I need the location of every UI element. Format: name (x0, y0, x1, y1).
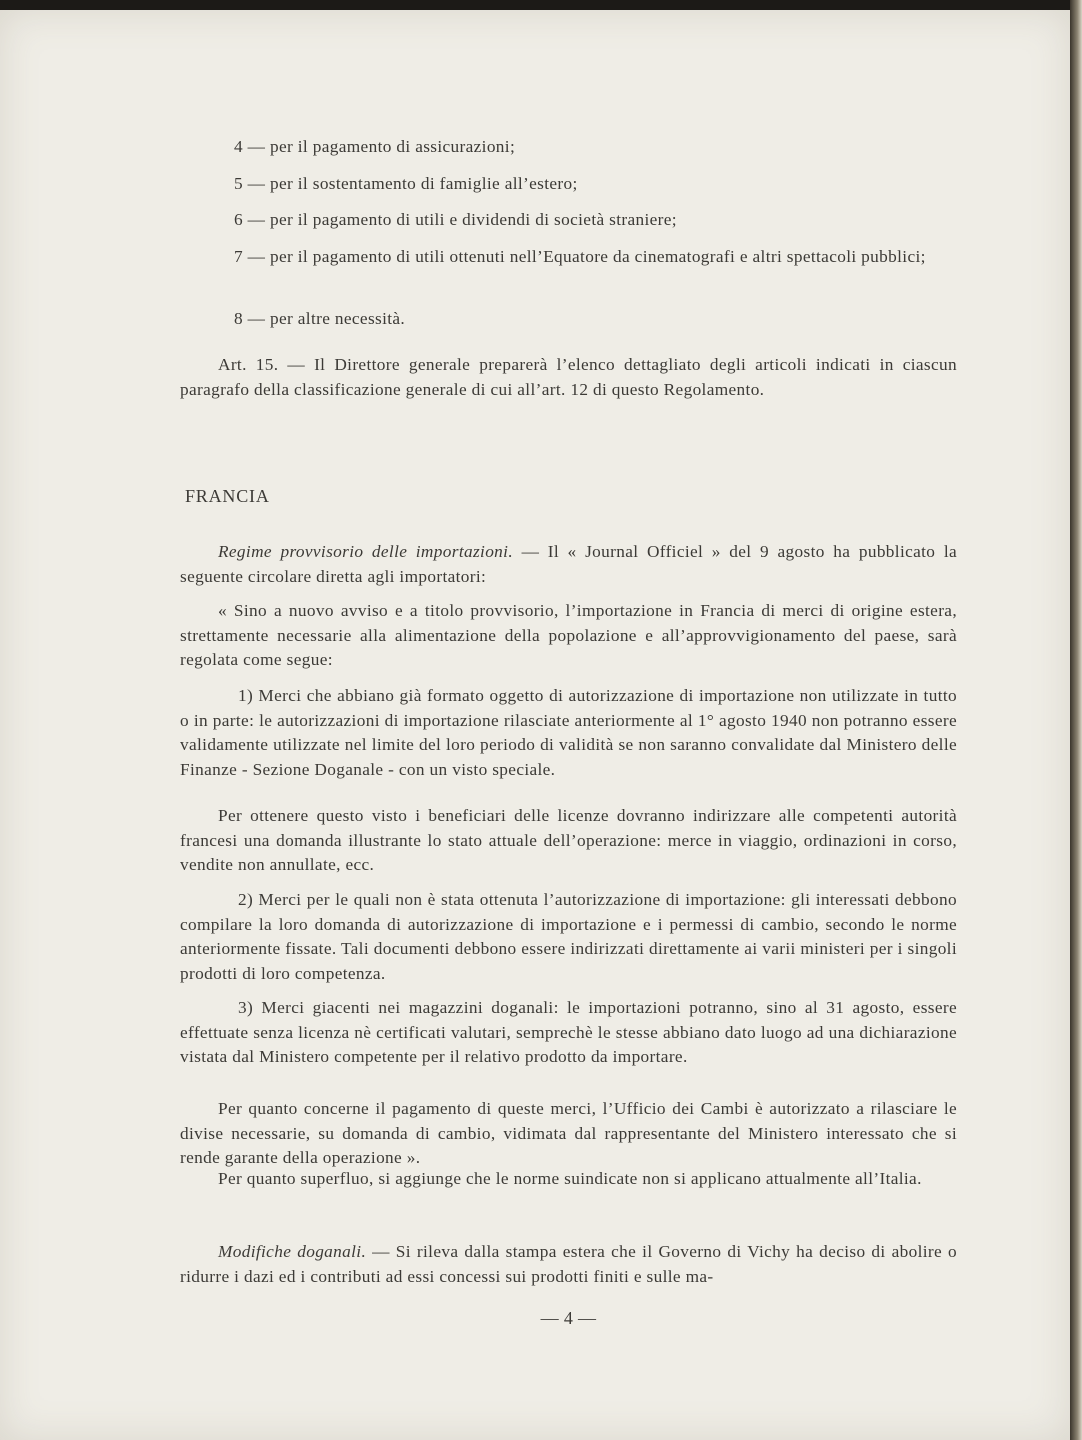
list-item (180, 208, 957, 233)
page-number: — 4 — (540, 1308, 597, 1328)
list-text: per altre necessità. (269, 309, 406, 328)
list-text: per il pagamento di utili e dividendi di società straniere; (269, 210, 677, 229)
list-dash: — (247, 210, 266, 229)
regime-paragraph (180, 540, 957, 589)
list-text: per il pagamento di assicurazioni; (269, 137, 516, 156)
list-dash: — (247, 247, 266, 266)
payment-paragraph: Per quanto concerne il pagamento di queste merci, l’Ufficio dei Cambi è autorizzato a rilasciare le divise necessarie, su domanda di cambio, vidimata dal rappresentante del Ministero interessato che si rende garante della operazione ». (180, 1099, 957, 1167)
modifiche-text: — Si rileva dalla stampa estera che il Governo di Vichy ha deciso di abolire o ridurre i dazi ed i contributi ad essi concessi sui prodotti finiti e sulle ma- (180, 1242, 958, 1286)
superfluo-paragraph: Per quanto superfluo, si aggiunge che le norme suindicate non si applicano attualmente all’Italia. (218, 1169, 922, 1188)
list-number: 7 (234, 247, 243, 266)
quote-intro-paragraph: « Sino a nuovo avviso e a titolo provvisorio, l’importazione in Francia di merci di origine estera, strettamente necessarie alla alimentazione della popolazione e all’approvvigionamento del paese, sarà regolata come segue: (180, 601, 957, 669)
list-item (180, 307, 957, 332)
modifiche-heading: Modifiche doganali. (218, 1242, 367, 1261)
list-text: per il sostentamento di famiglie all’estero; (269, 174, 578, 193)
list-number: 6 (234, 210, 243, 229)
list-dash: — (247, 137, 266, 156)
list-number: 8 (234, 309, 243, 328)
page-edge (1070, 0, 1082, 1440)
article-15-paragraph: Art. 15. — Il Direttore generale preparerà l’elenco dettagliato degli articoli indicati in ciascun paragrafo della classificazione generale di cui all’art. 12 di questo Regolamento. (180, 355, 957, 399)
list-text: per il pagamento di utili ottenuti nell’Equatore da cinematografi e altri spettacoli pubblici; (269, 247, 926, 266)
regime-heading: Regime provvisorio delle importazioni. (218, 542, 513, 561)
point-2-paragraph: 2) Merci per le quali non è stata ottenuta l’autorizzazione di importazione: gli interessati debbono compilare la loro domanda di autorizzazione di importazione e i permessi di cambio, secondo le norme anteriormente fissate. Tali documenti debbono essere indirizzati direttamente ai varii ministeri per i singoli prodotti di loro competenza. (180, 890, 957, 983)
modifiche-paragraph (180, 1240, 957, 1289)
point-1b-paragraph: Per ottenere questo visto i beneficiari delle licenze dovranno indirizzare alle competenti autorità francesi una domanda illustrante lo stato attuale dell’operazione: merce in viaggio, ordinazioni in corso, vendite non annullate, ecc. (180, 806, 957, 874)
point-3-paragraph: 3) Merci giacenti nei magazzini doganali: le importazioni potranno, sino al 31 agosto, essere effettuate senza licenza nè certificati valutari, semprechè le stesse abbiano dato luogo ad una dichiarazione vistata dal Ministero competente per il relativo prodotto da importare. (180, 998, 957, 1066)
regime-text: — Il « Journal Officiel » del 9 agosto ha pubblicato la seguente circolare diretta agli importatori: (180, 542, 957, 586)
list-item (180, 172, 957, 197)
list-item (180, 245, 957, 270)
list-number: 5 (234, 174, 243, 193)
list-dash: — (247, 309, 266, 328)
section-title: FRANCIA (185, 486, 270, 506)
list-item (180, 135, 957, 160)
list-number: 4 (234, 137, 243, 156)
list-dash: — (247, 174, 266, 193)
point-1-paragraph: 1) Merci che abbiano già formato oggetto di autorizzazione di importazione non utilizzate in tutto o in parte: le autorizzazioni di importazione rilasciate anteriormente al 1° agosto 1940 non potranno essere validamente utilizzate nel limite del loro periodo di validità se non saranno convalidate dal Ministero delle Finanze - Sezione Doganale - con un visto speciale. (180, 686, 957, 779)
